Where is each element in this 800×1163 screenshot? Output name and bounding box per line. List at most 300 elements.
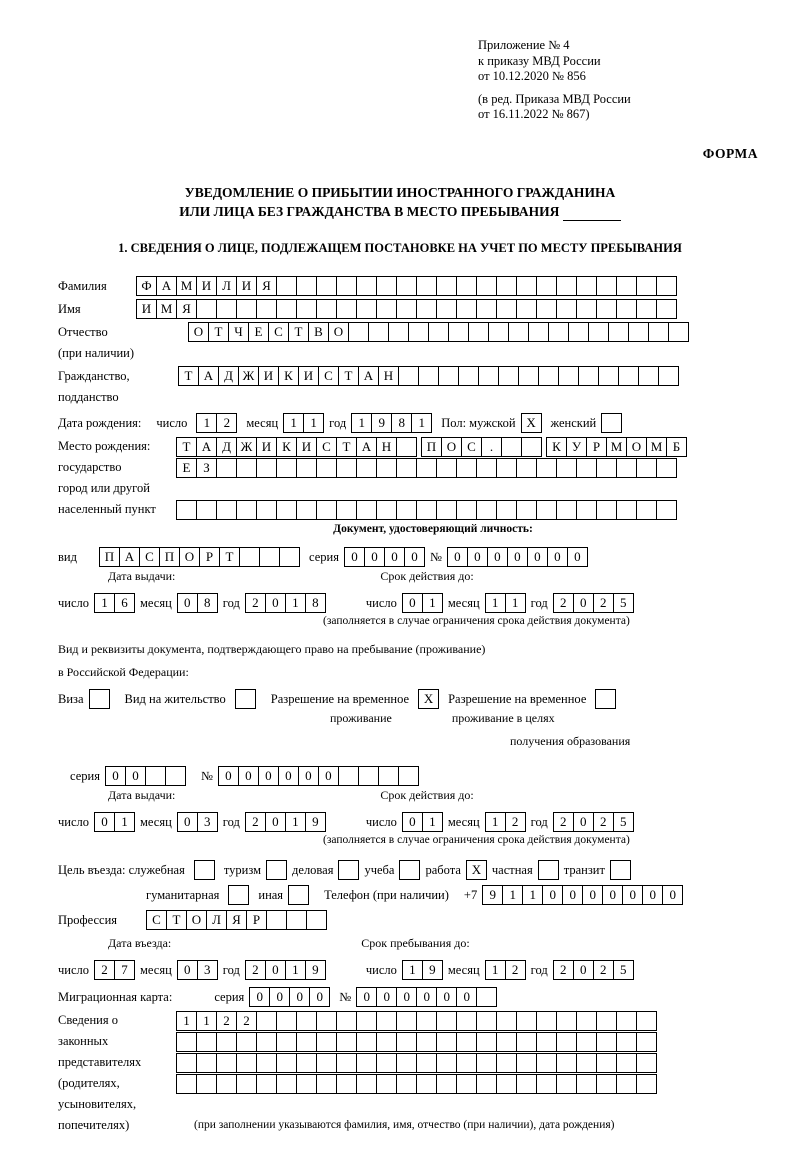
char-cell[interactable]: 0 [436,987,457,1007]
char-cell[interactable]: 1 [485,812,506,832]
char-cell[interactable]: 0 [298,766,319,786]
char-cell[interactable] [316,1053,337,1073]
char-cell[interactable]: 0 [94,812,115,832]
char-cell[interactable] [276,1074,297,1094]
char-cell[interactable]: 0 [416,987,437,1007]
char-cell[interactable] [256,458,277,478]
char-cell[interactable] [516,1032,537,1052]
birth-month-field[interactable] [283,413,324,433]
char-cell[interactable]: К [278,366,299,386]
migration-card-series-field[interactable] [249,987,330,1007]
char-cell[interactable]: Т [176,437,197,457]
char-cell[interactable]: В [308,322,329,342]
char-cell[interactable]: 2 [216,413,237,433]
doc-issue-month-field[interactable] [177,593,218,613]
char-cell[interactable] [196,1053,217,1073]
char-cell[interactable] [256,1032,277,1052]
char-cell[interactable] [216,458,237,478]
temp-residence-checkbox[interactable]: X [418,689,439,709]
char-cell[interactable]: 6 [114,593,135,613]
char-cell[interactable] [216,1032,237,1052]
char-cell[interactable] [428,322,449,342]
char-cell[interactable] [556,299,577,319]
doc-valid-year-field[interactable] [553,593,634,613]
char-cell[interactable] [456,1074,477,1094]
char-cell[interactable] [396,458,417,478]
char-cell[interactable]: 1 [411,413,432,433]
char-cell[interactable]: А [356,437,377,457]
visa-checkbox[interactable] [89,689,110,709]
char-cell[interactable]: О [328,322,349,342]
char-cell[interactable]: 0 [269,987,290,1007]
char-cell[interactable] [436,1074,457,1094]
char-cell[interactable] [236,500,257,520]
legal-rep-row-2-field[interactable] [176,1032,657,1052]
char-cell[interactable] [538,366,559,386]
char-cell[interactable]: 0 [356,987,377,1007]
char-cell[interactable] [616,458,637,478]
doc-issue-year-field[interactable] [245,593,326,613]
char-cell[interactable]: С [139,547,160,567]
entry-month-field[interactable] [177,960,218,980]
char-cell[interactable] [416,299,437,319]
char-cell[interactable]: С [318,366,339,386]
char-cell[interactable] [436,299,457,319]
char-cell[interactable]: С [316,437,337,457]
char-cell[interactable] [356,299,377,319]
char-cell[interactable]: Р [246,910,267,930]
char-cell[interactable] [496,1053,517,1073]
char-cell[interactable] [236,1074,257,1094]
char-cell[interactable] [556,1032,577,1052]
char-cell[interactable] [576,1074,597,1094]
char-cell[interactable]: 8 [305,593,326,613]
char-cell[interactable] [396,1032,417,1052]
char-cell[interactable]: 0 [218,766,239,786]
name-field[interactable] [136,299,677,319]
char-cell[interactable]: 2 [593,593,614,613]
doc-series-field[interactable] [344,547,425,567]
char-cell[interactable]: А [119,547,140,567]
char-cell[interactable]: И [136,299,157,319]
char-cell[interactable] [276,458,297,478]
char-cell[interactable] [618,366,639,386]
char-cell[interactable]: 0 [662,885,683,905]
char-cell[interactable] [616,1053,637,1073]
purpose-service-checkbox[interactable] [194,860,215,880]
char-cell[interactable] [636,299,657,319]
char-cell[interactable] [521,437,542,457]
char-cell[interactable] [558,366,579,386]
char-cell[interactable] [576,299,597,319]
char-cell[interactable] [276,1011,297,1031]
char-cell[interactable] [536,1032,557,1052]
char-cell[interactable]: 2 [593,960,614,980]
char-cell[interactable] [165,766,186,786]
purpose-work-checkbox[interactable]: X [466,860,487,880]
char-cell[interactable]: Н [376,437,397,457]
char-cell[interactable] [436,276,457,296]
char-cell[interactable] [636,1011,657,1031]
char-cell[interactable] [348,322,369,342]
char-cell[interactable] [576,276,597,296]
char-cell[interactable] [145,766,166,786]
char-cell[interactable] [336,500,357,520]
char-cell[interactable] [476,500,497,520]
char-cell[interactable] [596,276,617,296]
char-cell[interactable] [498,366,519,386]
char-cell[interactable] [576,500,597,520]
char-cell[interactable] [376,458,397,478]
legal-rep-row-1-field[interactable] [176,1011,657,1031]
char-cell[interactable] [496,1032,517,1052]
char-cell[interactable] [456,1032,477,1052]
char-cell[interactable] [496,500,517,520]
char-cell[interactable] [256,1053,277,1073]
doc-issue-day-field[interactable] [94,593,135,613]
char-cell[interactable]: Т [336,437,357,457]
char-cell[interactable] [276,500,297,520]
char-cell[interactable]: 0 [278,766,299,786]
char-cell[interactable] [296,1053,317,1073]
char-cell[interactable]: 0 [125,766,146,786]
char-cell[interactable] [196,1032,217,1052]
purpose-private-checkbox[interactable] [538,860,559,880]
char-cell[interactable] [636,1053,657,1073]
char-cell[interactable] [398,766,419,786]
char-cell[interactable]: А [198,366,219,386]
char-cell[interactable]: 1 [522,885,543,905]
char-cell[interactable] [578,366,599,386]
char-cell[interactable]: 1 [196,413,217,433]
char-cell[interactable] [556,458,577,478]
char-cell[interactable] [576,1053,597,1073]
char-cell[interactable]: 9 [305,960,326,980]
char-cell[interactable] [316,1011,337,1031]
char-cell[interactable]: 0 [562,885,583,905]
char-cell[interactable] [356,458,377,478]
char-cell[interactable] [196,1074,217,1094]
purpose-business-checkbox[interactable] [338,860,359,880]
permit-issue-month-field[interactable] [177,812,218,832]
char-cell[interactable] [436,458,457,478]
char-cell[interactable] [316,276,337,296]
char-cell[interactable] [478,366,499,386]
char-cell[interactable] [306,910,327,930]
char-cell[interactable] [596,458,617,478]
char-cell[interactable] [516,1011,537,1031]
char-cell[interactable]: 0 [177,812,198,832]
char-cell[interactable] [396,437,417,457]
char-cell[interactable] [396,1074,417,1094]
char-cell[interactable]: Д [218,366,239,386]
char-cell[interactable] [256,1011,277,1031]
char-cell[interactable] [536,1011,557,1031]
char-cell[interactable]: 0 [249,987,270,1007]
char-cell[interactable] [336,1074,357,1094]
char-cell[interactable] [286,910,307,930]
char-cell[interactable]: 0 [642,885,663,905]
char-cell[interactable]: 0 [344,547,365,567]
char-cell[interactable]: К [276,437,297,457]
char-cell[interactable]: Б [666,437,687,457]
char-cell[interactable]: 2 [553,593,574,613]
char-cell[interactable] [336,458,357,478]
char-cell[interactable] [196,299,217,319]
char-cell[interactable] [608,322,629,342]
char-cell[interactable]: 2 [553,960,574,980]
char-cell[interactable] [316,458,337,478]
char-cell[interactable] [656,276,677,296]
char-cell[interactable]: 0 [265,960,286,980]
char-cell[interactable] [256,299,277,319]
char-cell[interactable] [456,276,477,296]
char-cell[interactable]: Ж [238,366,259,386]
char-cell[interactable] [176,500,197,520]
char-cell[interactable] [396,276,417,296]
char-cell[interactable] [568,322,589,342]
char-cell[interactable] [556,1011,577,1031]
char-cell[interactable] [556,276,577,296]
char-cell[interactable]: 0 [542,885,563,905]
char-cell[interactable]: Т [166,910,187,930]
char-cell[interactable]: 0 [384,547,405,567]
char-cell[interactable] [448,322,469,342]
char-cell[interactable] [516,299,537,319]
birth-place-city-field[interactable] [176,458,677,478]
permit-valid-day-field[interactable] [402,812,443,832]
char-cell[interactable]: 2 [236,1011,257,1031]
char-cell[interactable]: 0 [447,547,468,567]
char-cell[interactable] [296,1074,317,1094]
char-cell[interactable]: 0 [402,593,423,613]
char-cell[interactable] [596,1053,617,1073]
char-cell[interactable]: И [256,437,277,457]
char-cell[interactable]: 9 [305,812,326,832]
char-cell[interactable] [276,299,297,319]
char-cell[interactable]: 0 [573,812,594,832]
char-cell[interactable]: М [156,299,177,319]
sex-male-checkbox[interactable]: X [521,413,542,433]
char-cell[interactable] [456,1011,477,1031]
char-cell[interactable]: 0 [573,960,594,980]
char-cell[interactable]: М [606,437,627,457]
permit-valid-month-field[interactable] [485,812,526,832]
char-cell[interactable] [476,299,497,319]
char-cell[interactable] [656,500,677,520]
char-cell[interactable] [376,1053,397,1073]
sex-female-checkbox[interactable] [601,413,622,433]
char-cell[interactable]: 0 [105,766,126,786]
char-cell[interactable]: П [159,547,180,567]
char-cell[interactable]: 1 [422,593,443,613]
edu-residence-checkbox[interactable] [595,689,616,709]
char-cell[interactable]: С [146,910,167,930]
char-cell[interactable]: 0 [238,766,259,786]
char-cell[interactable]: Я [176,299,197,319]
char-cell[interactable] [596,1032,617,1052]
char-cell[interactable] [518,366,539,386]
char-cell[interactable]: О [441,437,462,457]
char-cell[interactable] [416,1074,437,1094]
char-cell[interactable] [316,299,337,319]
char-cell[interactable] [501,437,522,457]
char-cell[interactable] [356,1074,377,1094]
char-cell[interactable] [276,1032,297,1052]
char-cell[interactable] [556,1053,577,1073]
char-cell[interactable] [316,1032,337,1052]
char-cell[interactable] [576,1032,597,1052]
char-cell[interactable]: Е [248,322,269,342]
char-cell[interactable] [376,1011,397,1031]
char-cell[interactable] [456,1053,477,1073]
char-cell[interactable]: С [268,322,289,342]
birth-day-field[interactable] [196,413,237,433]
char-cell[interactable] [376,276,397,296]
char-cell[interactable] [516,276,537,296]
char-cell[interactable] [598,366,619,386]
permit-issue-day-field[interactable] [94,812,135,832]
stay-month-field[interactable] [485,960,526,980]
doc-kind-field[interactable] [99,547,300,567]
char-cell[interactable]: 0 [547,547,568,567]
char-cell[interactable] [528,322,549,342]
char-cell[interactable]: Е [176,458,197,478]
char-cell[interactable]: Я [226,910,247,930]
char-cell[interactable]: 0 [582,885,603,905]
char-cell[interactable]: 0 [364,547,385,567]
char-cell[interactable]: 9 [482,885,503,905]
char-cell[interactable]: О [188,322,209,342]
char-cell[interactable] [396,500,417,520]
char-cell[interactable]: Ф [136,276,157,296]
char-cell[interactable] [638,366,659,386]
birth-year-field[interactable] [351,413,432,433]
char-cell[interactable]: Л [206,910,227,930]
char-cell[interactable] [516,500,537,520]
char-cell[interactable]: 0 [376,987,397,1007]
char-cell[interactable] [636,276,657,296]
char-cell[interactable]: 7 [114,960,135,980]
patronymic-field[interactable] [188,322,689,342]
permit-number-field[interactable] [218,766,419,786]
char-cell[interactable]: 0 [487,547,508,567]
char-cell[interactable]: 1 [176,1011,197,1031]
char-cell[interactable] [336,1032,357,1052]
char-cell[interactable] [516,458,537,478]
char-cell[interactable]: 1 [303,413,324,433]
char-cell[interactable]: 5 [613,593,634,613]
char-cell[interactable]: У [566,437,587,457]
char-cell[interactable]: И [296,437,317,457]
purpose-tourism-checkbox[interactable] [266,860,287,880]
char-cell[interactable]: 1 [505,593,526,613]
char-cell[interactable] [336,1053,357,1073]
char-cell[interactable] [636,1032,657,1052]
permit-series-field[interactable] [105,766,186,786]
char-cell[interactable]: 0 [318,766,339,786]
char-cell[interactable]: 1 [485,960,506,980]
char-cell[interactable] [536,458,557,478]
char-cell[interactable]: Д [216,437,237,457]
char-cell[interactable] [508,322,529,342]
char-cell[interactable]: 0 [265,593,286,613]
char-cell[interactable]: А [156,276,177,296]
char-cell[interactable] [376,500,397,520]
char-cell[interactable] [416,500,437,520]
char-cell[interactable] [416,1053,437,1073]
permit-issue-year-field[interactable] [245,812,326,832]
char-cell[interactable] [416,458,437,478]
char-cell[interactable]: 9 [422,960,443,980]
char-cell[interactable] [496,299,517,319]
char-cell[interactable] [396,1053,417,1073]
char-cell[interactable]: Н [378,366,399,386]
char-cell[interactable]: 0 [602,885,623,905]
char-cell[interactable]: 2 [505,960,526,980]
char-cell[interactable] [358,766,379,786]
char-cell[interactable] [636,1074,657,1094]
doc-number-field[interactable] [447,547,588,567]
char-cell[interactable]: 2 [216,1011,237,1031]
char-cell[interactable] [438,366,459,386]
char-cell[interactable] [296,1032,317,1052]
char-cell[interactable]: И [258,366,279,386]
char-cell[interactable] [279,547,300,567]
char-cell[interactable] [556,1074,577,1094]
surname-field[interactable] [136,276,677,296]
char-cell[interactable] [236,1032,257,1052]
char-cell[interactable] [458,366,479,386]
char-cell[interactable] [596,500,617,520]
char-cell[interactable]: 1 [114,812,135,832]
char-cell[interactable] [216,500,237,520]
migration-card-number-field[interactable] [356,987,497,1007]
phone-field[interactable] [482,885,683,905]
char-cell[interactable]: П [421,437,442,457]
char-cell[interactable]: 2 [505,812,526,832]
char-cell[interactable] [336,276,357,296]
char-cell[interactable]: 5 [613,812,634,832]
char-cell[interactable] [576,1011,597,1031]
char-cell[interactable] [376,1032,397,1052]
char-cell[interactable] [456,299,477,319]
char-cell[interactable]: . [481,437,502,457]
char-cell[interactable] [239,547,260,567]
char-cell[interactable]: 0 [507,547,528,567]
char-cell[interactable]: 8 [197,593,218,613]
char-cell[interactable] [616,500,637,520]
char-cell[interactable] [648,322,669,342]
char-cell[interactable]: 0 [404,547,425,567]
char-cell[interactable] [176,1032,197,1052]
char-cell[interactable]: Л [216,276,237,296]
char-cell[interactable]: 3 [197,812,218,832]
char-cell[interactable]: 3 [197,960,218,980]
char-cell[interactable]: Т [338,366,359,386]
char-cell[interactable]: 1 [485,593,506,613]
char-cell[interactable] [256,1074,277,1094]
char-cell[interactable] [356,1053,377,1073]
char-cell[interactable]: К [546,437,567,457]
char-cell[interactable] [476,1074,497,1094]
char-cell[interactable]: 2 [593,812,614,832]
char-cell[interactable] [516,1074,537,1094]
legal-rep-row-4-field[interactable] [176,1074,657,1094]
doc-valid-month-field[interactable] [485,593,526,613]
char-cell[interactable] [456,500,477,520]
char-cell[interactable] [516,1053,537,1073]
